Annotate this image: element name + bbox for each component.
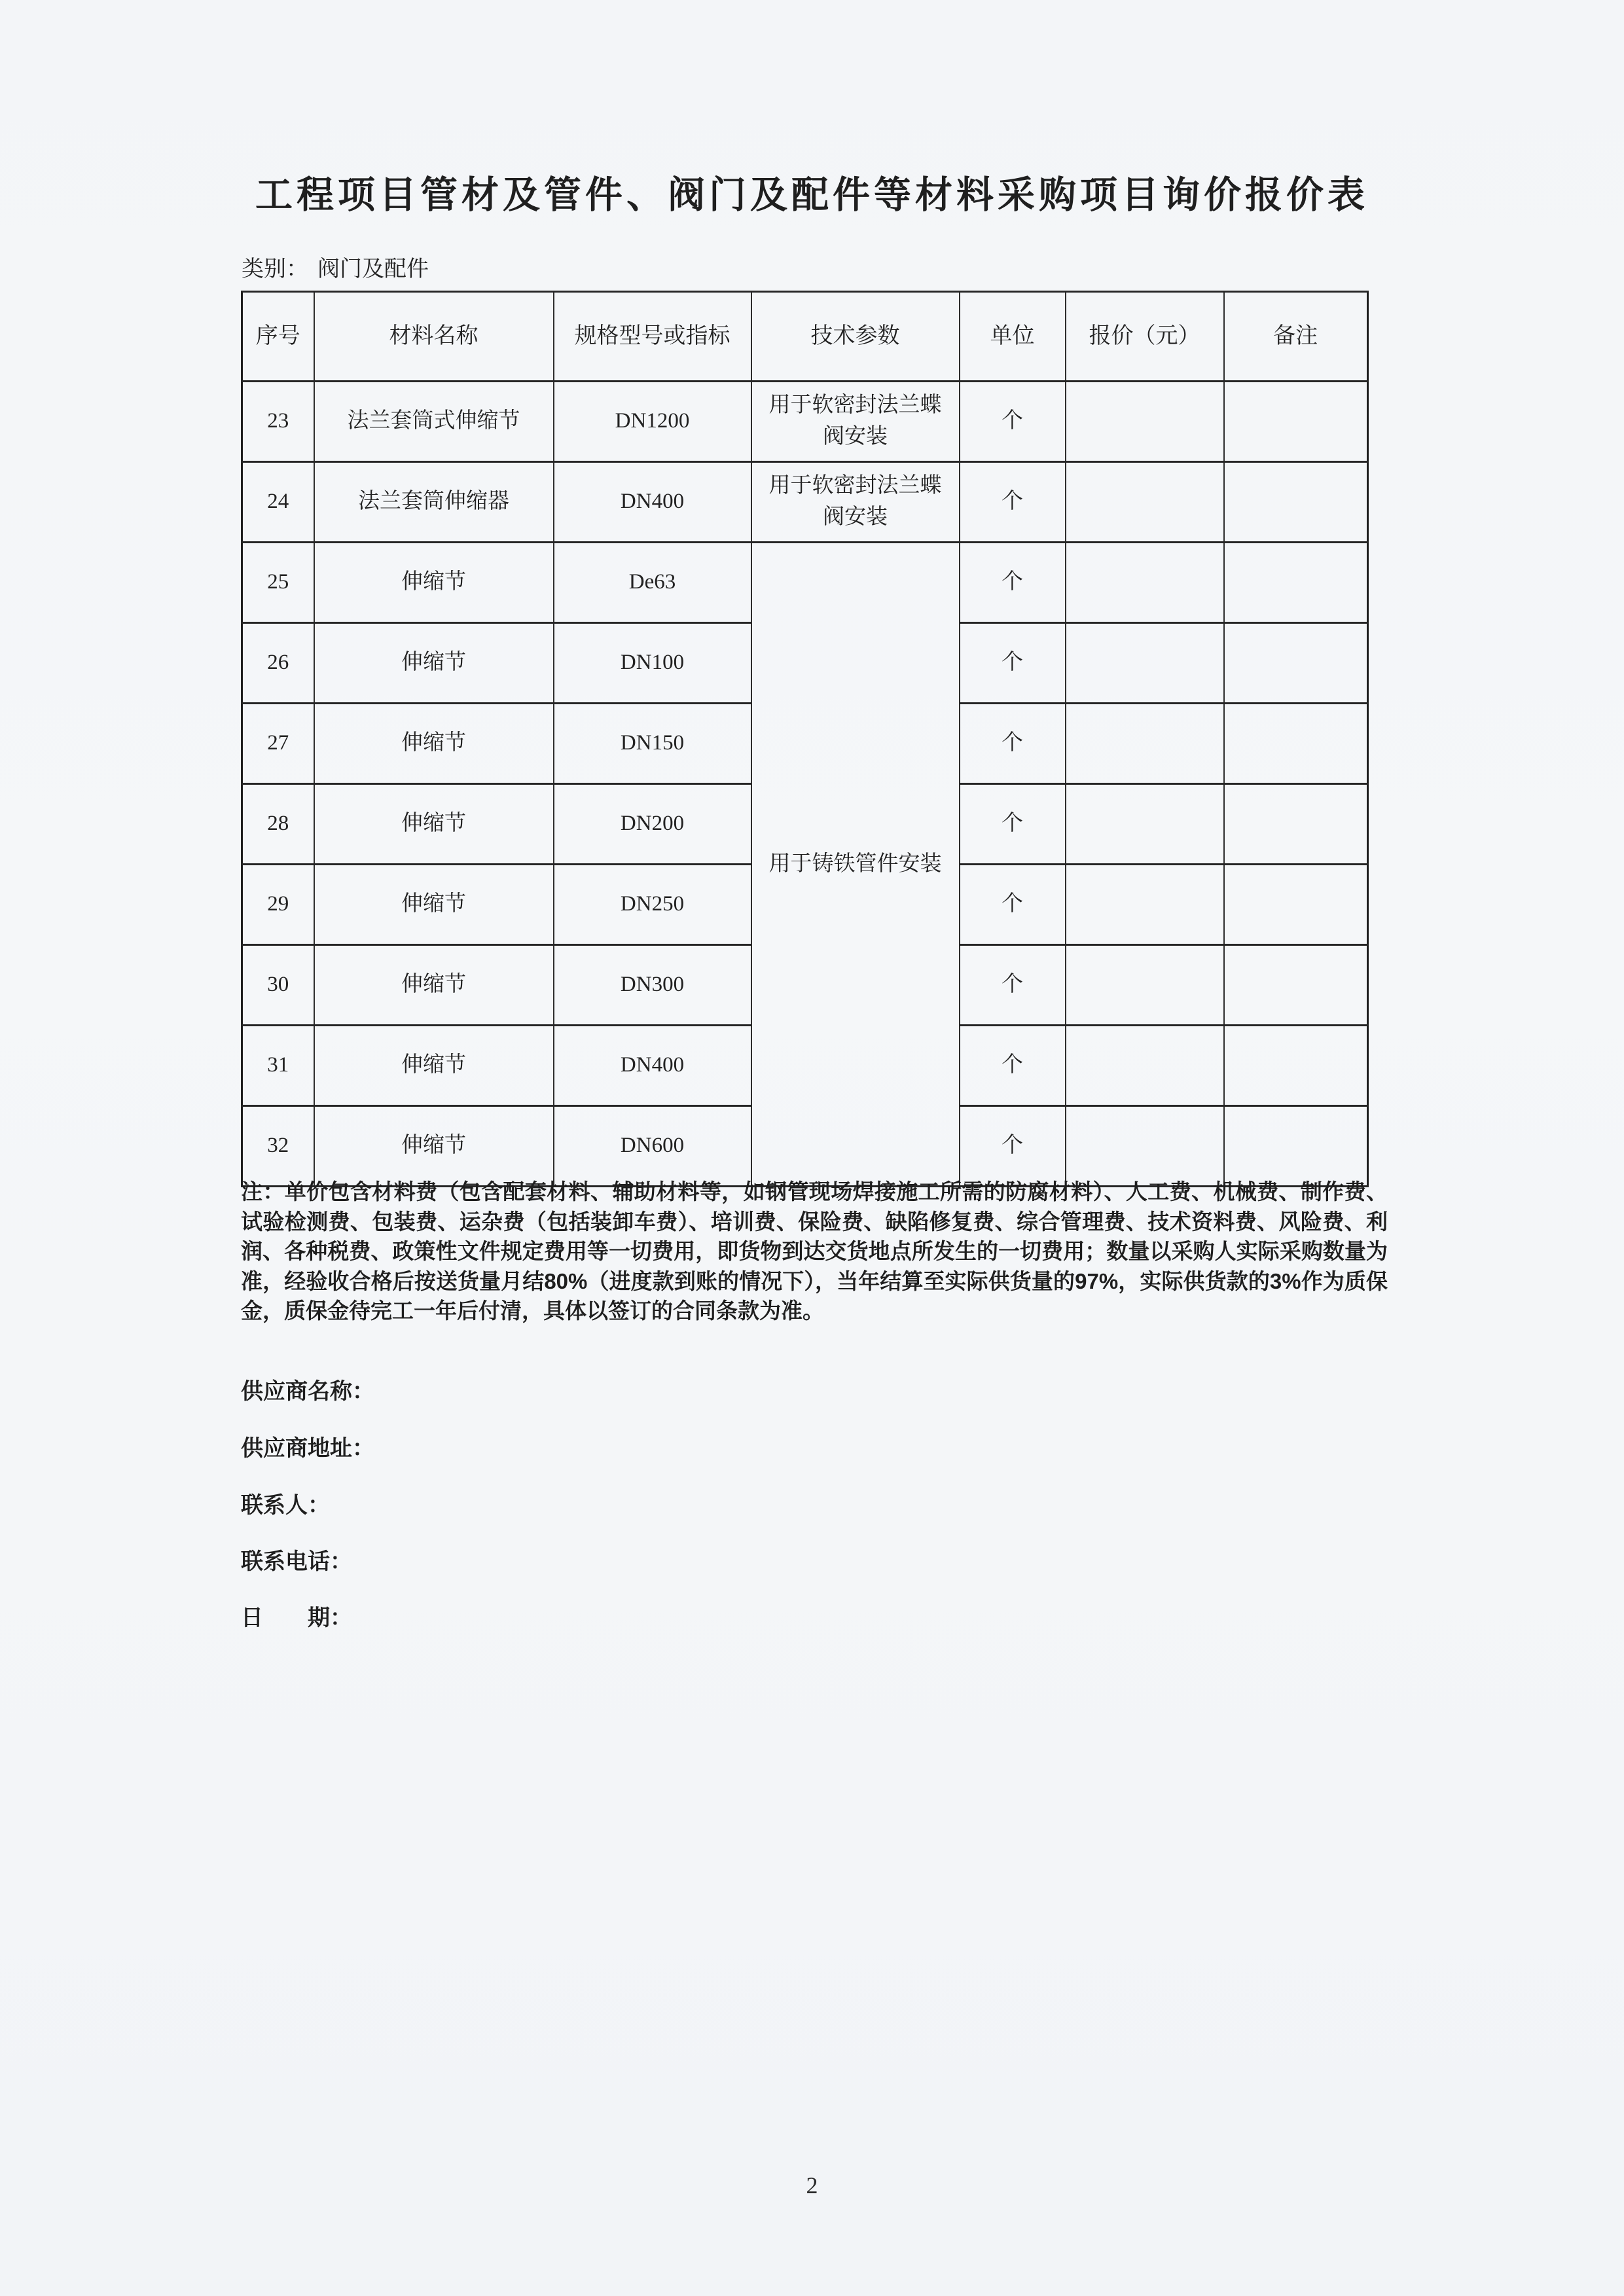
cell-spec: DN600 [554, 1106, 751, 1187]
cell-price [1066, 945, 1224, 1026]
cell-no: 23 [242, 382, 314, 462]
cell-remark [1224, 945, 1368, 1026]
cell-tech: 用于软密封法兰蝶阀安装 [751, 382, 960, 462]
cell-tech-merged: 用于铸铁管件安装 [751, 543, 960, 1187]
cell-remark [1224, 623, 1368, 704]
header-no: 序号 [242, 292, 314, 382]
category-value: 阀门及配件 [317, 257, 429, 281]
cell-remark [1224, 1106, 1368, 1187]
table-row [242, 543, 1368, 623]
cell-spec: DN400 [554, 462, 751, 543]
header-remark: 备注 [1224, 292, 1368, 382]
cell-no: 25 [242, 543, 314, 623]
contact-phone-label: 联系电话： [241, 1549, 352, 1574]
cell-remark [1224, 704, 1368, 784]
cell-spec: DN150 [554, 704, 751, 784]
category-label: 类别： [242, 257, 308, 281]
pricing-note: 注：单价包含材料费（包含配套材料、辅助材料等，如钢管现场焊接施工所需的防腐材料）、人工费、机械费、制作费、试验检测费、包装费、运杂费（包括装卸车费）、培训费、保险费、缺陷修复费、综合管理费、技术资料费、风险费、利润、各种税费、政策性文件规定费用等一切费用，即货物到达交货地点所发生的一切费用；数量以采购人实际采购数量为准，经验收合格后按送货量月结80%（进度款到账的情况下），当年结算至实际供货量的97%，实际供货款的3%作为质保金，质保金待完工一年后付清，具体以签订的合同条款为准。 [241, 1179, 1388, 1323]
cell-price [1066, 462, 1224, 543]
cell-no: 29 [242, 865, 314, 945]
cell-name: 伸缩节 [314, 1026, 554, 1106]
cell-no: 32 [242, 1106, 314, 1187]
cell-price [1066, 382, 1224, 462]
cell-no: 24 [242, 462, 314, 543]
cell-unit: 个 [960, 382, 1066, 462]
header-unit: 单位 [960, 292, 1066, 382]
cell-unit: 个 [960, 623, 1066, 704]
cell-price [1066, 784, 1224, 865]
cell-unit: 个 [960, 1106, 1066, 1187]
cell-price [1066, 865, 1224, 945]
cell-no: 28 [242, 784, 314, 865]
cell-spec: DN250 [554, 865, 751, 945]
cell-unit: 个 [960, 704, 1066, 784]
cell-name: 法兰套筒伸缩器 [314, 462, 554, 543]
cell-price [1066, 543, 1224, 623]
table-header-row [242, 292, 1368, 382]
cell-unit: 个 [960, 462, 1066, 543]
cell-remark [1224, 382, 1368, 462]
header-price: 报价（元） [1066, 292, 1224, 382]
cell-name: 伸缩节 [314, 623, 554, 704]
cell-spec: De63 [554, 543, 751, 623]
table-row [242, 462, 1368, 543]
cell-remark [1224, 784, 1368, 865]
cell-unit: 个 [960, 784, 1066, 865]
date-label: 日 期： [241, 1605, 352, 1630]
cell-price [1066, 1026, 1224, 1106]
header-tech: 技术参数 [751, 292, 960, 382]
cell-no: 31 [242, 1026, 314, 1106]
contact-person-label: 联系人： [241, 1493, 330, 1518]
quotation-table [241, 291, 1369, 1187]
cell-remark [1224, 462, 1368, 543]
cell-spec: DN300 [554, 945, 751, 1026]
cell-price [1066, 1106, 1224, 1187]
cell-unit: 个 [960, 1026, 1066, 1106]
header-name: 材料名称 [314, 292, 554, 382]
cell-remark [1224, 1026, 1368, 1106]
cell-name: 伸缩节 [314, 1106, 554, 1187]
cell-spec: DN200 [554, 784, 751, 865]
cell-unit: 个 [960, 945, 1066, 1026]
supplier-address-label: 供应商地址： [241, 1436, 374, 1461]
cell-no: 26 [242, 623, 314, 704]
cell-name: 法兰套筒式伸缩节 [314, 382, 554, 462]
cell-price [1066, 623, 1224, 704]
cell-spec: DN1200 [554, 382, 751, 462]
cell-tech: 用于软密封法兰蝶阀安装 [751, 462, 960, 543]
category-line [242, 251, 429, 283]
page-title: 工程项目管材及管件、阀门及配件等材料采购项目询价报价表 [255, 175, 1369, 216]
cell-name: 伸缩节 [314, 704, 554, 784]
cell-remark [1224, 543, 1368, 623]
cell-no: 27 [242, 704, 314, 784]
cell-remark [1224, 865, 1368, 945]
cell-price [1066, 704, 1224, 784]
cell-unit: 个 [960, 543, 1066, 623]
cell-name: 伸缩节 [314, 945, 554, 1026]
cell-unit: 个 [960, 865, 1066, 945]
cell-name: 伸缩节 [314, 865, 554, 945]
cell-spec: DN400 [554, 1026, 751, 1106]
page-number: 2 [806, 2172, 818, 2198]
cell-name: 伸缩节 [314, 784, 554, 865]
header-spec: 规格型号或指标 [554, 292, 751, 382]
cell-name: 伸缩节 [314, 543, 554, 623]
cell-spec: DN100 [554, 623, 751, 704]
supplier-name-label: 供应商名称： [241, 1379, 374, 1404]
cell-no: 30 [242, 945, 314, 1026]
table-row [242, 382, 1368, 462]
